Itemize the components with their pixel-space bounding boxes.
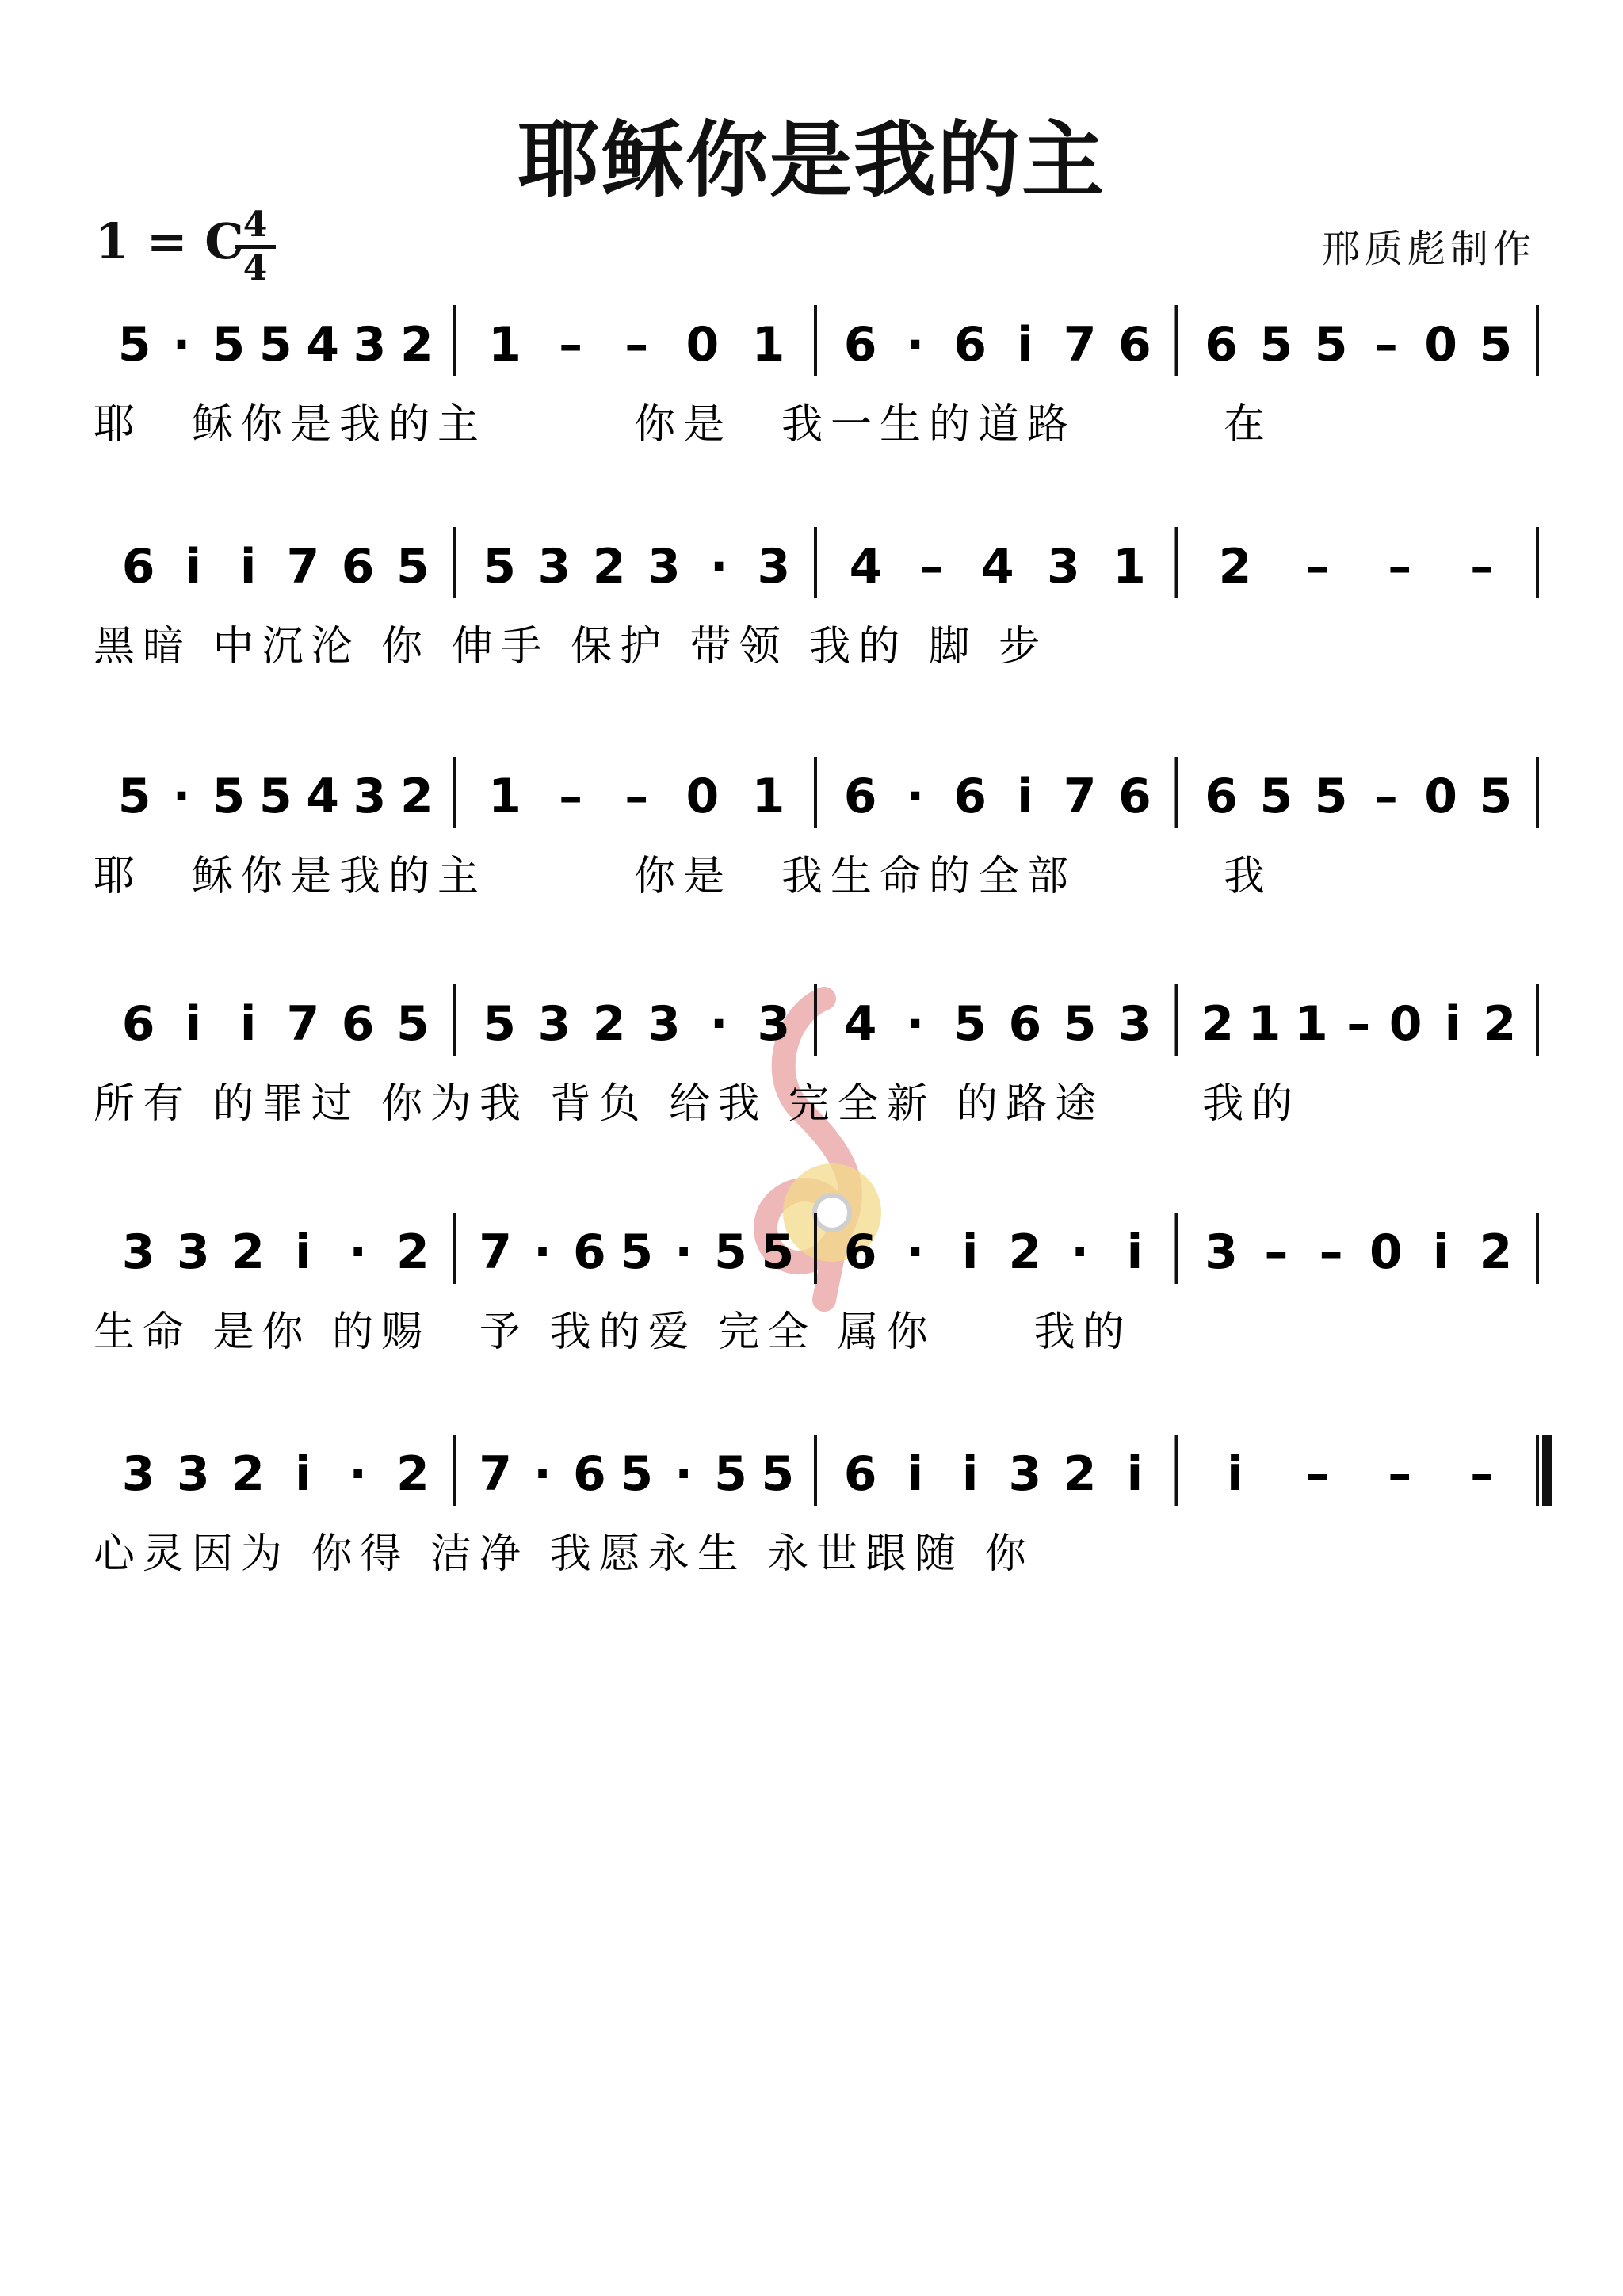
note-s2-b2-n1: · [906, 769, 925, 824]
note-s1-b0-n2: i [239, 539, 257, 594]
note-s5-b0-n0: 3 [121, 1446, 155, 1502]
note-s4-b0-n2: 2 [231, 1224, 265, 1280]
note-s5-b3-n3: – [1470, 1446, 1495, 1502]
note-s2-b0-n6: 2 [399, 769, 433, 824]
note-s0-b3-n3: – [1373, 317, 1398, 372]
note-s5-b2-n4: 2 [1063, 1446, 1097, 1502]
note-s4-b2-n1: · [906, 1224, 925, 1280]
note-s1-b2-n1: – [919, 539, 944, 594]
note-s4-b2-n4: · [1071, 1224, 1090, 1280]
note-s2-b1-n2: – [624, 769, 649, 824]
note-s4-b0-n1: 3 [177, 1224, 210, 1280]
lyric-line-0: 耶 稣你是我的主 你是 我一生的道路 在 [94, 401, 1274, 449]
note-s1-b3-n3: – [1470, 539, 1495, 594]
note-s3-b1-n4: · [709, 996, 728, 1052]
note-s3-b2-n5: 3 [1118, 996, 1151, 1052]
note-s4-b2-n5: i [1126, 1224, 1144, 1280]
note-s5-b1-n1: · [533, 1446, 552, 1502]
note-s1-b2-n2: 4 [980, 539, 1014, 594]
note-s0-b0-n5: 3 [353, 317, 387, 372]
note-s5-b0-n3: i [295, 1446, 311, 1502]
note-s5-b1-n3: 5 [620, 1446, 654, 1502]
note-s2-b3-n4: 0 [1424, 769, 1457, 824]
note-s5-b1-n6: 5 [761, 1446, 795, 1502]
note-s1-b3-n0: 2 [1218, 539, 1252, 594]
note-s4-b3-n3: 0 [1369, 1224, 1403, 1280]
note-s0-b0-n0: 5 [117, 317, 151, 372]
note-s5-b2-n2: i [961, 1446, 979, 1502]
note-s0-b0-n6: 2 [399, 317, 433, 372]
note-s3-b3-n3: – [1346, 996, 1371, 1052]
note-s4-b0-n4: · [349, 1224, 368, 1280]
note-s2-b0-n2: 5 [212, 769, 246, 824]
note-s0-b1-n1: – [559, 317, 583, 372]
note-s1-b0-n5: 5 [396, 539, 430, 594]
note-s5-b3-n0: i [1227, 1446, 1243, 1502]
note-s0-b3-n5: 5 [1479, 317, 1513, 372]
song-title: 耶稣你是我的主 [517, 111, 1106, 208]
note-s3-b0-n4: 6 [341, 996, 375, 1052]
note-s1-b0-n0: 6 [121, 539, 155, 594]
note-s1-b3-n2: – [1388, 539, 1412, 594]
note-s2-b2-n0: 6 [843, 769, 877, 824]
note-s4-b3-n1: – [1264, 1224, 1289, 1280]
note-s1-b3-n1: – [1305, 539, 1330, 594]
arranger-credit: 邢质彪制作 [1321, 227, 1536, 271]
note-s2-b3-n1: 5 [1259, 769, 1293, 824]
note-s3-b3-n4: 0 [1388, 996, 1423, 1052]
note-s1-b2-n0: 4 [849, 539, 883, 594]
time-signature-beats: 4 [242, 204, 268, 245]
note-s0-b1-n4: 1 [751, 317, 785, 372]
note-s3-b3-n6: 2 [1483, 996, 1517, 1052]
note-s1-b0-n1: i [185, 539, 202, 594]
note-s5-b1-n5: 5 [714, 1446, 747, 1502]
note-s3-b1-n1: 3 [537, 996, 571, 1052]
note-s3-b0-n1: i [185, 996, 202, 1052]
note-s3-b0-n3: 7 [286, 996, 320, 1052]
note-s0-b3-n2: 5 [1314, 317, 1348, 372]
note-s4-b3-n4: i [1432, 1224, 1449, 1280]
note-s1-b1-n0: 5 [483, 539, 516, 594]
note-s4-b1-n3: 5 [620, 1224, 654, 1280]
note-s3-b2-n0: 4 [843, 996, 877, 1052]
note-s2-b1-n4: 1 [751, 769, 785, 824]
note-s0-b1-n0: 1 [488, 317, 521, 372]
note-s3-b0-n0: 6 [121, 996, 155, 1052]
note-s0-b0-n4: 4 [306, 317, 339, 372]
note-s4-b2-n0: 6 [843, 1224, 877, 1280]
note-s0-b3-n0: 6 [1205, 317, 1238, 372]
note-s2-b2-n2: 6 [953, 769, 987, 824]
note-s2-b0-n0: 5 [117, 769, 151, 824]
note-s4-b1-n4: · [674, 1224, 693, 1280]
note-s3-b1-n5: 3 [757, 996, 791, 1052]
note-s4-b3-n5: 2 [1479, 1224, 1513, 1280]
note-s0-b1-n3: 0 [685, 317, 720, 372]
lyric-line-5: 心灵因为 你得 洁净 我愿永生 永世跟随 你 [94, 1530, 1034, 1578]
lyric-line-2: 耶 稣你是我的主 你是 我生命的全部 我 [94, 853, 1274, 900]
note-s2-b2-n3: i [1017, 769, 1033, 824]
note-s5-b2-n1: i [907, 1446, 924, 1502]
note-s4-b2-n2: i [961, 1224, 979, 1280]
note-s1-b1-n3: 3 [647, 539, 681, 594]
note-s2-b3-n2: 5 [1314, 769, 1348, 824]
note-s5-b0-n5: 2 [396, 1446, 430, 1502]
note-s4-b1-n0: 7 [479, 1224, 513, 1280]
note-s2-b0-n4: 4 [306, 769, 339, 824]
note-s1-b2-n3: 3 [1046, 539, 1080, 594]
note-s3-b1-n3: 3 [647, 996, 681, 1052]
note-s3-b1-n0: 5 [483, 996, 516, 1052]
note-s5-b3-n1: – [1305, 1446, 1330, 1502]
note-s3-b2-n1: · [906, 996, 925, 1052]
note-s0-b2-n5: 6 [1118, 317, 1151, 372]
note-s0-b2-n4: 7 [1063, 317, 1097, 372]
note-s5-b1-n2: 6 [573, 1446, 606, 1502]
note-s1-b2-n4: 1 [1113, 539, 1146, 594]
note-s5-b0-n1: 3 [177, 1446, 210, 1502]
note-s2-b1-n1: – [559, 769, 583, 824]
note-s4-b0-n5: 2 [396, 1224, 430, 1280]
note-s5-b0-n2: 2 [231, 1446, 265, 1502]
note-s4-b1-n1: · [533, 1224, 552, 1280]
note-s3-b3-n5: i [1444, 996, 1461, 1052]
note-s3-b0-n2: i [239, 996, 257, 1052]
note-s4-b3-n0: 3 [1205, 1224, 1238, 1280]
lyric-line-1: 黑暗 中沉沦 你 伸手 保护 带领 我的 脚 步 [94, 623, 1048, 670]
note-s5-b3-n2: – [1388, 1446, 1412, 1502]
note-s0-b2-n3: i [1017, 317, 1033, 372]
note-s1-b1-n5: 3 [757, 539, 791, 594]
note-s0-b0-n3: 5 [258, 317, 292, 372]
note-s0-b1-n2: – [624, 317, 649, 372]
time-signature-unit: 4 [242, 248, 268, 288]
note-s2-b0-n5: 3 [353, 769, 387, 824]
note-s4-b1-n2: 6 [573, 1224, 606, 1280]
note-s4-b1-n6: 5 [761, 1224, 795, 1280]
note-s4-b0-n3: i [295, 1224, 311, 1280]
note-s1-b0-n4: 6 [341, 539, 375, 594]
note-s4-b0-n0: 3 [121, 1224, 155, 1280]
note-s2-b3-n3: – [1373, 769, 1398, 824]
note-s3-b1-n2: 2 [592, 996, 626, 1052]
lyric-line-3: 所有 的罪过 你为我 背负 给我 完全新 的路途 我的 [94, 1080, 1301, 1128]
note-s2-b2-n5: 6 [1118, 769, 1151, 824]
note-s1-b1-n2: 2 [592, 539, 626, 594]
note-s0-b3-n1: 5 [1259, 317, 1293, 372]
note-s2-b3-n5: 5 [1479, 769, 1513, 824]
note-s2-b1-n0: 1 [488, 769, 521, 824]
note-s2-b1-n3: 0 [685, 769, 720, 824]
note-s2-b0-n1: · [172, 769, 191, 824]
lyric-line-4: 生命 是你 的赐 予 我的爱 完全 属你 我的 [94, 1308, 1132, 1356]
note-s0-b3-n4: 0 [1424, 317, 1457, 372]
note-s2-b2-n4: 7 [1063, 769, 1097, 824]
note-s5-b1-n4: · [674, 1446, 693, 1502]
note-s4-b3-n2: – [1319, 1224, 1343, 1280]
note-s1-b0-n3: 7 [286, 539, 320, 594]
note-s3-b0-n5: 5 [396, 996, 430, 1052]
note-s1-b1-n4: · [709, 539, 728, 594]
note-s3-b3-n0: 2 [1201, 996, 1235, 1052]
note-s3-b3-n2: 1 [1295, 996, 1328, 1052]
note-s2-b3-n0: 6 [1205, 769, 1238, 824]
note-s0-b2-n2: 6 [953, 317, 987, 372]
note-s3-b2-n3: 6 [1008, 996, 1042, 1052]
note-s2-b0-n3: 5 [258, 769, 292, 824]
note-s1-b1-n1: 3 [537, 539, 571, 594]
note-s5-b0-n4: · [349, 1446, 368, 1502]
note-s0-b0-n1: · [172, 317, 191, 372]
note-s0-b2-n1: · [906, 317, 925, 372]
note-s0-b0-n2: 5 [212, 317, 246, 372]
note-s3-b2-n4: 5 [1063, 996, 1097, 1052]
note-s3-b3-n1: 1 [1247, 996, 1281, 1052]
note-s4-b1-n5: 5 [714, 1224, 747, 1280]
note-s5-b2-n0: 6 [843, 1446, 877, 1502]
note-s3-b2-n2: 5 [953, 996, 987, 1052]
note-s5-b1-n0: 7 [479, 1446, 513, 1502]
note-s0-b2-n0: 6 [843, 317, 877, 372]
note-s5-b2-n3: 3 [1008, 1446, 1042, 1502]
note-s5-b2-n5: i [1126, 1446, 1144, 1502]
note-s4-b2-n3: 2 [1008, 1224, 1042, 1280]
key-signature: 1 = C [95, 212, 244, 270]
